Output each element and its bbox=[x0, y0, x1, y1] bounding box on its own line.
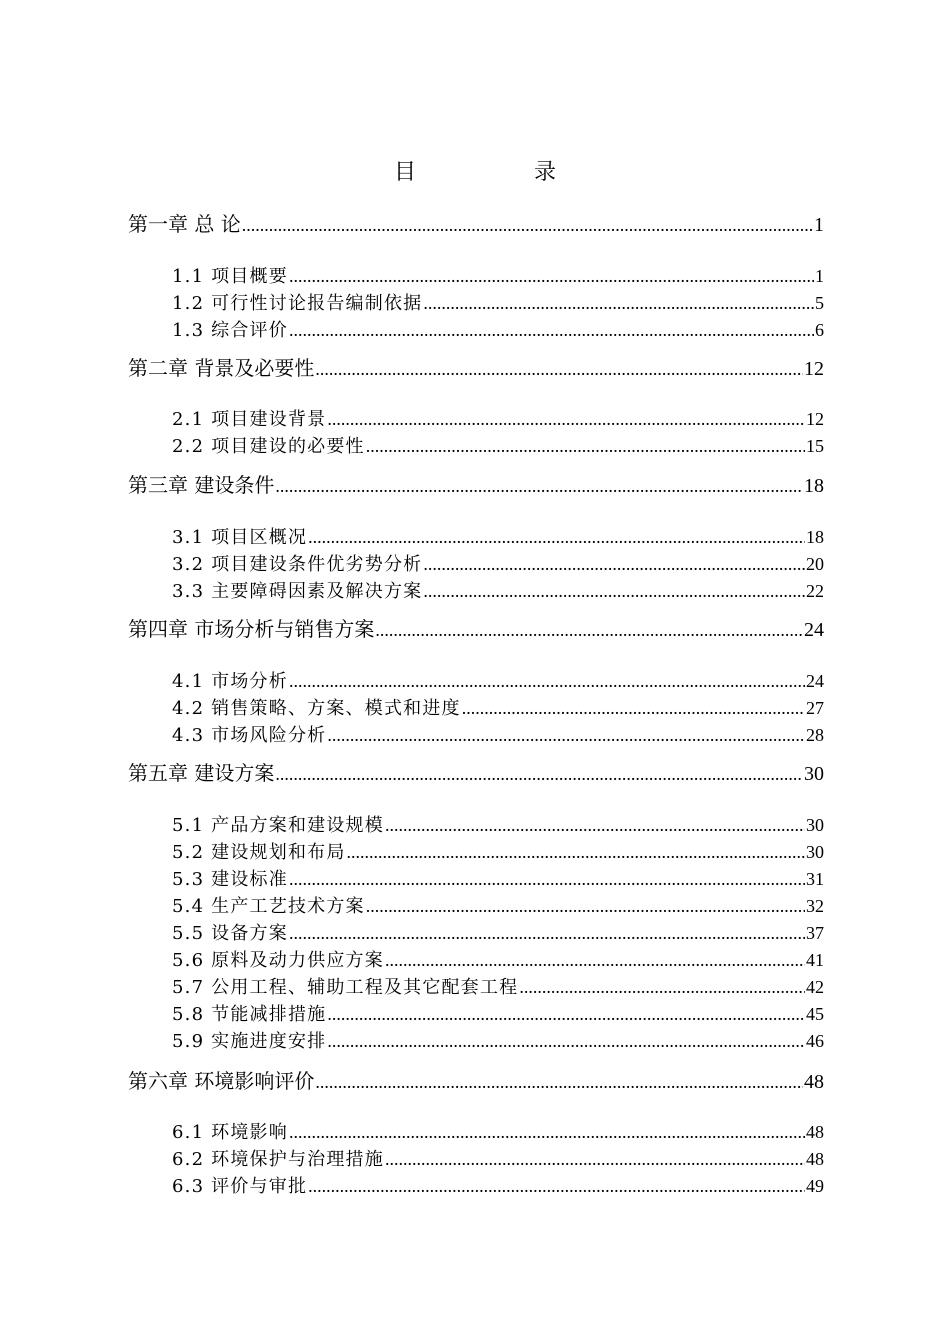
toc-page-number: 48 bbox=[806, 1149, 824, 1169]
toc-entry-label: 5.3 建设标准 bbox=[172, 869, 288, 890]
toc-dot-leader bbox=[327, 722, 805, 749]
toc-page-number: 12 bbox=[806, 409, 824, 429]
toc-dot-leader bbox=[275, 471, 803, 500]
toc-entry-label: 5.5 设备方案 bbox=[172, 923, 288, 944]
toc-page-number: 46 bbox=[806, 1031, 824, 1051]
toc-page-number: 48 bbox=[804, 1071, 824, 1093]
toc-entry-label: 1.2 可行性讨论报告编制依据 bbox=[172, 293, 423, 314]
toc-entry-label: 4.2 销售策略、方案、模式和进度 bbox=[172, 698, 461, 719]
toc-dot-leader bbox=[289, 668, 805, 695]
toc-chapter-5[interactable] bbox=[128, 758, 824, 788]
toc-page-number: 6 bbox=[815, 320, 824, 340]
toc-section-5-6[interactable] bbox=[172, 947, 824, 974]
toc-dot-leader bbox=[327, 406, 805, 433]
toc-chapter-1[interactable] bbox=[128, 209, 824, 239]
toc-dot-leader bbox=[289, 920, 805, 947]
toc-entry-label: 3.3 主要障碍因素及解决方案 bbox=[172, 581, 423, 602]
toc-entry-label: 5.7 公用工程、辅助工程及其它配套工程 bbox=[172, 977, 519, 998]
toc-dot-leader bbox=[327, 1001, 805, 1028]
toc-entry-label: 6.1 环境影响 bbox=[172, 1122, 288, 1143]
toc-page-number: 24 bbox=[804, 619, 824, 641]
toc-section-6-3[interactable] bbox=[172, 1173, 824, 1200]
toc-dot-leader bbox=[315, 354, 803, 383]
toc-entry-label: 1.3 综合评价 bbox=[172, 320, 288, 341]
toc-entry-label: 5.9 实施进度安排 bbox=[172, 1031, 327, 1052]
toc-section-5-8[interactable] bbox=[172, 1001, 824, 1028]
toc-entry-label: 第一章 总 论 bbox=[128, 212, 241, 236]
toc-section-2-1[interactable] bbox=[172, 406, 824, 433]
toc-section-5-7[interactable] bbox=[172, 974, 824, 1001]
toc-page-number: 30 bbox=[806, 815, 824, 835]
toc-section-1-3[interactable] bbox=[172, 317, 824, 344]
toc-entry-label: 6.2 环境保护与治理措施 bbox=[172, 1149, 384, 1170]
toc-entry-label: 5.2 建设规划和布局 bbox=[172, 842, 346, 863]
toc-entry-label: 1.1 项目概要 bbox=[172, 266, 288, 287]
toc-dot-leader bbox=[289, 866, 805, 893]
toc-section-1-2[interactable] bbox=[172, 290, 824, 317]
toc-entry-label: 4.3 市场风险分析 bbox=[172, 725, 327, 746]
toc-entry-label: 2.1 项目建设背景 bbox=[172, 409, 327, 430]
toc-page-number: 30 bbox=[806, 842, 824, 862]
toc-page-number: 18 bbox=[806, 527, 824, 547]
toc-entry-label: 3.1 项目区概况 bbox=[172, 527, 308, 548]
toc-section-6-2[interactable] bbox=[172, 1146, 824, 1173]
toc-dot-leader bbox=[289, 1119, 805, 1146]
toc-dot-leader bbox=[366, 433, 805, 460]
toc-dot-leader bbox=[519, 974, 805, 1001]
toc-page-number: 20 bbox=[806, 554, 824, 574]
toc-dot-leader bbox=[347, 839, 805, 866]
toc-entry-label: 3.2 项目建设条件优劣势分析 bbox=[172, 554, 423, 575]
toc-title: 目 录 bbox=[393, 160, 604, 185]
toc-entry-label: 5.4 生产工艺技术方案 bbox=[172, 896, 365, 917]
toc-section-6-1[interactable] bbox=[172, 1119, 824, 1146]
toc-entry-label: 5.1 产品方案和建设规模 bbox=[172, 815, 384, 836]
toc-section-1-1[interactable] bbox=[172, 263, 824, 290]
toc-dot-leader bbox=[423, 290, 814, 317]
toc-dot-leader bbox=[366, 893, 805, 920]
toc-chapter-2[interactable] bbox=[128, 353, 824, 383]
toc-page-number: 12 bbox=[804, 358, 824, 380]
toc-dot-leader bbox=[308, 524, 805, 551]
toc-dot-leader bbox=[375, 615, 803, 644]
toc-section-5-3[interactable] bbox=[172, 866, 824, 893]
toc-page-number: 1 bbox=[815, 266, 824, 286]
toc-dot-leader bbox=[242, 210, 813, 239]
toc-page-number: 31 bbox=[806, 869, 824, 889]
toc-page-number: 5 bbox=[815, 293, 824, 313]
toc-section-4-1[interactable] bbox=[172, 668, 824, 695]
toc-dot-leader bbox=[308, 1173, 805, 1200]
toc-chapter-4[interactable] bbox=[128, 614, 824, 644]
toc-page-number: 15 bbox=[806, 436, 824, 456]
toc-section-5-5[interactable] bbox=[172, 920, 824, 947]
toc-page-number: 45 bbox=[806, 1004, 824, 1024]
toc-section-3-3[interactable] bbox=[172, 578, 824, 605]
toc-section-4-3[interactable] bbox=[172, 722, 824, 749]
toc-entry-label: 第六章 环境影响评价 bbox=[128, 1069, 315, 1093]
toc-entry-label: 4.1 市场分析 bbox=[172, 671, 288, 692]
toc-dot-leader bbox=[289, 263, 814, 290]
toc-page-number: 49 bbox=[806, 1176, 824, 1196]
toc-page-number: 48 bbox=[806, 1122, 824, 1142]
toc-page-number: 32 bbox=[806, 896, 824, 916]
toc-dot-leader bbox=[315, 1067, 803, 1096]
toc-entry-label: 第二章 背景及必要性 bbox=[128, 356, 315, 380]
toc-entry-label: 5.8 节能减排措施 bbox=[172, 1004, 327, 1025]
toc-page-number: 22 bbox=[806, 581, 824, 601]
toc-page-number: 24 bbox=[806, 671, 824, 691]
toc-dot-leader bbox=[423, 578, 805, 605]
toc-section-4-2[interactable] bbox=[172, 695, 824, 722]
toc-page-number: 30 bbox=[804, 763, 824, 785]
toc-section-2-2[interactable] bbox=[172, 433, 824, 460]
toc-page-number: 42 bbox=[806, 977, 824, 997]
toc-page-number: 28 bbox=[806, 725, 824, 745]
toc-dot-leader bbox=[385, 947, 805, 974]
toc-section-3-1[interactable] bbox=[172, 524, 824, 551]
toc-page-number: 41 bbox=[806, 950, 824, 970]
toc-chapter-3[interactable] bbox=[128, 470, 824, 500]
toc-dot-leader bbox=[423, 551, 805, 578]
toc-entry-label: 6.3 评价与审批 bbox=[172, 1176, 308, 1197]
toc-entry-label: 5.6 原料及动力供应方案 bbox=[172, 950, 384, 971]
toc-section-5-9[interactable] bbox=[172, 1028, 824, 1055]
toc-entry-label: 第三章 建设条件 bbox=[128, 473, 275, 497]
toc-page-number: 27 bbox=[806, 698, 824, 718]
toc-dot-leader bbox=[385, 1146, 805, 1173]
toc-dot-leader bbox=[275, 759, 803, 788]
toc-page-number: 18 bbox=[804, 475, 824, 497]
toc-section-5-4[interactable] bbox=[172, 893, 824, 920]
toc-dot-leader bbox=[327, 1028, 805, 1055]
toc-entry-label: 第四章 市场分析与销售方案 bbox=[128, 617, 375, 641]
toc-section-5-2[interactable] bbox=[172, 839, 824, 866]
toc-dot-leader bbox=[289, 317, 814, 344]
toc-page-number: 37 bbox=[806, 923, 824, 943]
toc-entry-label: 第五章 建设方案 bbox=[128, 761, 275, 785]
toc-section-3-2[interactable] bbox=[172, 551, 824, 578]
toc-dot-leader bbox=[462, 695, 805, 722]
toc-page-number: 1 bbox=[814, 214, 824, 236]
toc-section-5-1[interactable] bbox=[172, 812, 824, 839]
toc-entry-label: 2.2 项目建设的必要性 bbox=[172, 436, 365, 457]
toc-dot-leader bbox=[385, 812, 805, 839]
toc-chapter-6[interactable] bbox=[128, 1066, 824, 1096]
